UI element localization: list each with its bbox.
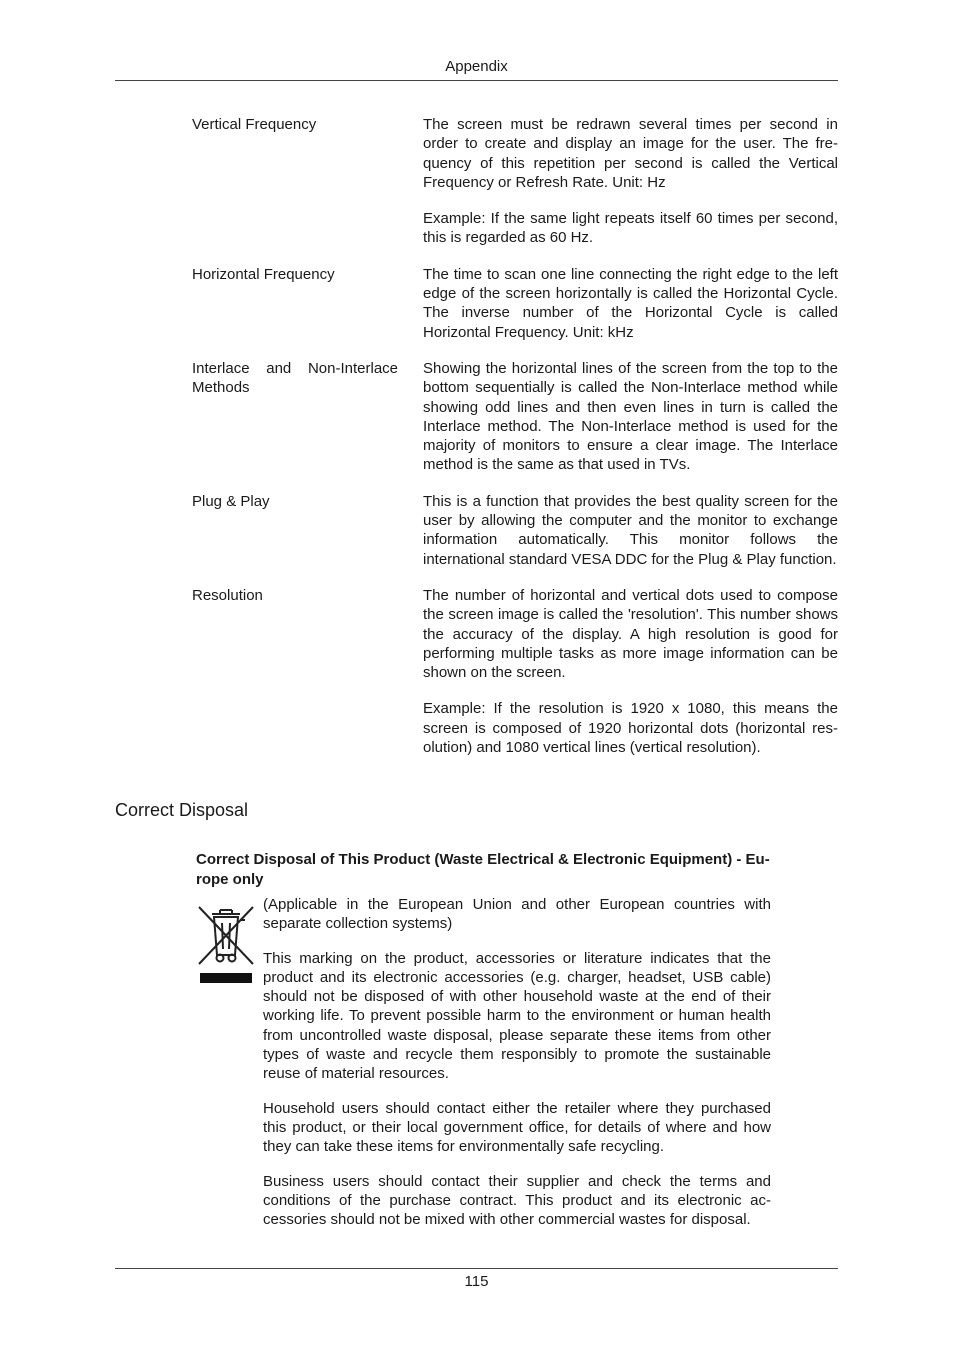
page-number: 115	[464, 1273, 489, 1290]
glossary-row-interlace-methods	[192, 359, 838, 475]
definition-paragraph: Example: If the same light repeats itself 60 times per second, this is regarded as 60 Hz.	[423, 210, 838, 247]
glossary-row-horizontal-frequency	[192, 265, 838, 342]
glossary-definition	[423, 359, 838, 475]
definition-paragraph: The screen must be redrawn several times per second in order to create and display an image for the user. The frequency of this repetition per second is called the Vertical Frequency or Refresh Rate. Unit: Hz	[423, 116, 838, 191]
glossary-term: Vertical Frequency	[192, 116, 317, 133]
definition-paragraph: The time to scan one line connecting the right edge to the left edge of the screen horizontally is called the Horizontal Cycle. The inverse number of the Horizontal Cycle is called Horizontal Frequency. Unit: kHz	[423, 265, 838, 341]
glossary-row-plug-and-play	[192, 492, 838, 569]
definition-paragraph: Example: If the resolution is 1920 x 1080, this means the screen is composed of 1920 horizontal dots (horizontal resolution) and 1080 vertical lines (vertical resolution).	[423, 700, 838, 757]
glossary-term: Horizontal Frequency	[192, 265, 335, 283]
header-title: Appendix	[445, 58, 508, 75]
disposal-paragraph: Household users should contact either the retailer where they purchased this product, or their local government office, for details of where and how they can take these items for environmentally safe recycling.	[263, 1099, 771, 1156]
glossary-definition	[423, 492, 838, 569]
definition-paragraph: The number of horizontal and vertical dots used to compose the screen image is called the 'resolution'. This number shows the accuracy of the display. A high resolution is good for performing multiple tasks as more image information can be shown on the screen.	[423, 586, 838, 682]
disposal-paragraph: Business users should contact their supplier and check the terms and conditions of the purchase contract. This product and its electronic accessories should not be mixed with other commercial wastes for disposal.	[263, 1172, 771, 1229]
disposal-body	[263, 895, 771, 1244]
glossary-definition	[423, 115, 838, 248]
glossary-definition	[423, 265, 838, 342]
page-footer	[115, 1268, 838, 1290]
glossary-row-resolution	[192, 586, 838, 757]
glossary-table	[192, 115, 838, 774]
disposal-paragraph: (Applicable in the European Union and other European countries with separate collection systems)	[263, 896, 771, 933]
section-title: Correct Disposal	[115, 800, 249, 820]
disposal-paragraph: This marking on the product, accessories or literature indicates that the product and its electronic accessories (e.g. charger, headset, USB cable) should not be disposed of with other household waste at the end of their working life. To prevent possible harm to the environment or human health from uncontrolled waste disposal, please separate these items from other types of waste and recycle them responsibly to promote the sustainable reuse of material resources.	[263, 949, 771, 1083]
glossary-definition	[423, 586, 838, 757]
glossary-term: Resolution	[192, 586, 263, 604]
definition-paragraph: This is a function that provides the best quality screen for the user by allowing the computer and the monitor to exchange information automatically. This monitor follows the international standard VESA DDC for the Plug & Play function.	[423, 492, 838, 568]
glossary-row-vertical-frequency	[192, 115, 838, 248]
glossary-term: Plug & Play	[192, 492, 270, 510]
disposal-subheading: Correct Disposal of This Product (Waste Electrical & Electronic Equipment) - Europe only	[196, 851, 770, 888]
glossary-term: Interlace and Non-Interlace Methods	[192, 359, 398, 397]
page-header	[115, 58, 838, 81]
definition-paragraph: Showing the horizontal lines of the screen from the top to the bottom sequentially is called the Non-Interlace method while showing odd lines and then even lines in turn is called the Interlace method. The Non-Interlace method is used for the majority of monitors to ensure a clear image. The Interlace method is the same as that used in TVs.	[423, 359, 838, 474]
crossed-out-wheelie-bin-icon	[196, 903, 256, 985]
